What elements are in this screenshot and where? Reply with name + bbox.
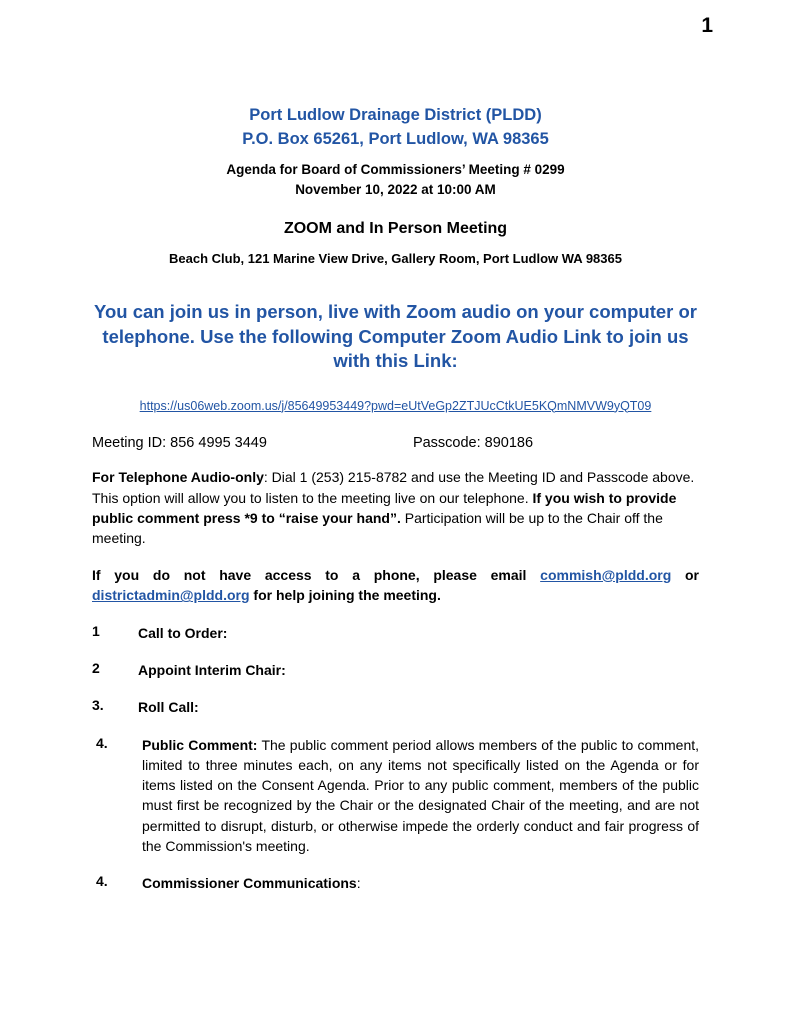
agenda-item — [92, 623, 699, 643]
page-number: 1 — [701, 14, 713, 37]
agenda-item — [92, 735, 699, 857]
agenda-item-number: 4. — [96, 873, 108, 890]
agenda-item-number: 3. — [92, 697, 104, 714]
agenda-item — [92, 660, 699, 680]
telephone-text-2: Participation will be up to the Chair off the meeting. — [92, 509, 663, 547]
zoom-meeting-link[interactable]: https://us06web.zoom.us/j/85649953449?pwd=eUtVeGp2ZTJUcCtkUE5KQmNMVW9yQT09 — [139, 398, 652, 413]
agenda-item-text — [142, 873, 699, 893]
organization-address: P.O. Box 65261, Port Ludlow, WA 98365 — [242, 129, 549, 148]
agenda-item-title: Roll Call: — [138, 699, 199, 716]
agenda-heading — [92, 160, 699, 201]
agenda-item-title: Call to Order: — [138, 624, 228, 641]
telephone-paragraph — [92, 467, 699, 549]
meeting-venue: Beach Club, 121 Marine View Drive, Gallery Room, Port Ludlow WA 98365 — [169, 251, 622, 267]
agenda-item — [92, 697, 699, 717]
agenda-item-text — [142, 735, 699, 857]
agenda-item-text — [138, 697, 699, 717]
meeting-type: ZOOM and In Person Meeting — [283, 220, 508, 238]
agenda-item-number: 1 — [92, 622, 100, 639]
agenda-item-title: Commissioner Communications — [142, 875, 357, 892]
meeting-passcode: Passcode: 890186 — [412, 435, 534, 452]
agenda-title: Agenda for Board of Commissioners’ Meeting # 0299 — [226, 161, 565, 177]
agenda-item-body: : — [356, 875, 361, 892]
agenda-item-text — [138, 623, 699, 643]
agenda-item-body: The public comment period allows members of the public to comment, limited to three minutes each, on any items not specifically listed on the Agenda or for items listed on the Consent Agenda. Prior to any public comment, members of the public must first be recognized by the Chair or the designated Chair of the meeting, and are not permitted to disrupt, disturb, or otherwise impede the orderly conduct and fair progress of the Commission's meeting. — [142, 736, 700, 855]
agenda-item-title: Appoint Interim Chair: — [138, 661, 286, 678]
meeting-id: Meeting ID: 856 4995 3449 — [92, 435, 267, 452]
organization-name: Port Ludlow Drainage District (PLDD) — [249, 106, 542, 124]
telephone-bold-lead: For Telephone Audio-only — [92, 469, 264, 486]
districtadmin-email-link[interactable]: districtadmin@pldd.org — [92, 587, 250, 604]
email-text-1: If you do not have access to a phone, please email — [92, 566, 541, 583]
agenda-date: November 10, 2022 at 10:00 AM — [295, 182, 496, 198]
agenda-item-number: 4. — [96, 734, 108, 751]
agenda-item-text — [138, 660, 699, 680]
meeting-credentials — [92, 435, 699, 451]
email-paragraph — [92, 565, 699, 606]
join-notice: You can join us in person, live with Zoom audio on your computer or telephone. Use the following Computer Zoom Audio Link to join us with this Link: — [93, 301, 697, 372]
agenda-item — [92, 873, 699, 893]
agenda-item-title: Public Comment: — [142, 736, 258, 753]
telephone-text-1: : Dial 1 (253) 215-8782 and use the Meeting ID and Passcode above. This option will allow you to listen to the meeting live on our telephone. — [92, 469, 695, 506]
commish-email-link[interactable]: commish@pldd.org — [540, 566, 672, 583]
document-content — [92, 104, 699, 894]
agenda-item-number: 2 — [92, 659, 100, 676]
organization-heading — [92, 104, 699, 152]
email-text-2: or — [671, 566, 700, 583]
telephone-bold-mid: If you wish to provide public comment press *9 to “raise your hand”. — [92, 489, 677, 526]
email-text-3: for help joining the meeting. — [249, 587, 441, 604]
